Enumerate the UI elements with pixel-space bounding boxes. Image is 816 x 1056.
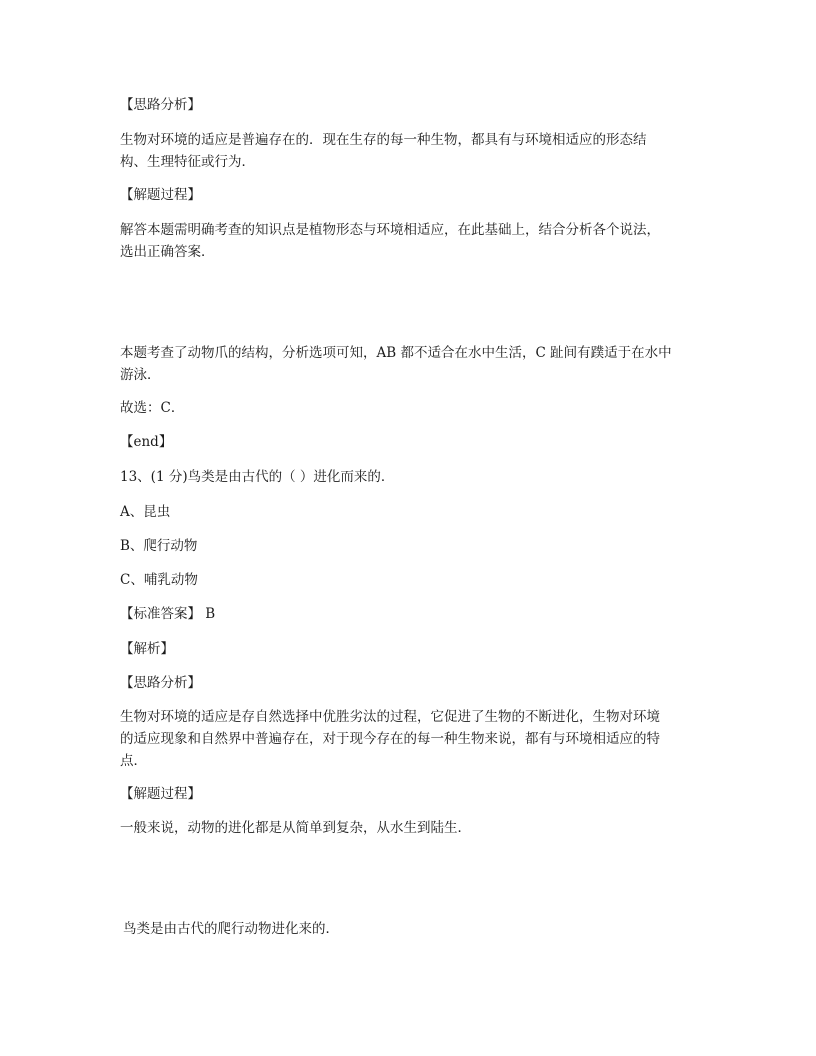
heading-analysis-2: 【思路分析】 — [120, 675, 201, 691]
process-text-2: 一般来说，动物的进化都是从简单到复杂，从水生到陆生． — [120, 820, 471, 836]
heading-process-1: 【解题过程】 — [120, 187, 201, 203]
analysis-text-1 — [120, 129, 700, 173]
analysis-text-2 — [120, 706, 700, 772]
analysis-line: 的适应现象和自然界中普遍存在，对于现今存在的每一种生物来说，都有与环境相适应的特 — [120, 731, 660, 747]
end-tag: 【end】 — [120, 434, 173, 450]
process-line: 选出正确答案． — [120, 244, 215, 260]
summary-line: 本题考查了动物爪的结构，分析选项可知，AB 都不适合在水中生活，C 趾间有蹼适于在水中 — [120, 345, 672, 361]
analysis-line: 点． — [120, 753, 147, 769]
summary-text — [120, 342, 700, 386]
heading-analysis-1: 【思路分析】 — [120, 97, 201, 113]
conclusion-text: 鸟类是由古代的爬行动物进化来的． — [123, 921, 339, 937]
option-a: A、昆虫 — [120, 504, 171, 520]
heading-process-2: 【解题过程】 — [120, 786, 201, 802]
analysis-line: 生物对环境的适应是存自然选择中优胜劣汰的过程，它促进了生物的不断进化，生物对环境 — [120, 709, 660, 725]
analysis-line: 构、生理特征或行为． — [120, 154, 255, 170]
summary-line: 游泳． — [120, 367, 161, 383]
question-13-stem: 13、(1 分)鸟类是由古代的（ ）进化而来的． — [120, 469, 395, 485]
process-line: 解答本题需明确考查的知识点是植物形态与环境相适应，在此基础上，结合分析各个说法， — [120, 222, 660, 238]
choice-text: 故选：C． — [120, 400, 185, 416]
option-c: C、哺乳动物 — [120, 572, 198, 588]
process-text-1 — [120, 219, 700, 263]
standard-answer: 【标准答案】 B — [120, 606, 216, 622]
analysis-line: 生物对环境的适应是普遍存在的．现在生存的每一种生物，都具有与环境相适应的形态结 — [120, 132, 647, 148]
heading-explain: 【解析】 — [120, 641, 174, 657]
option-b: B、爬行动物 — [120, 538, 198, 554]
